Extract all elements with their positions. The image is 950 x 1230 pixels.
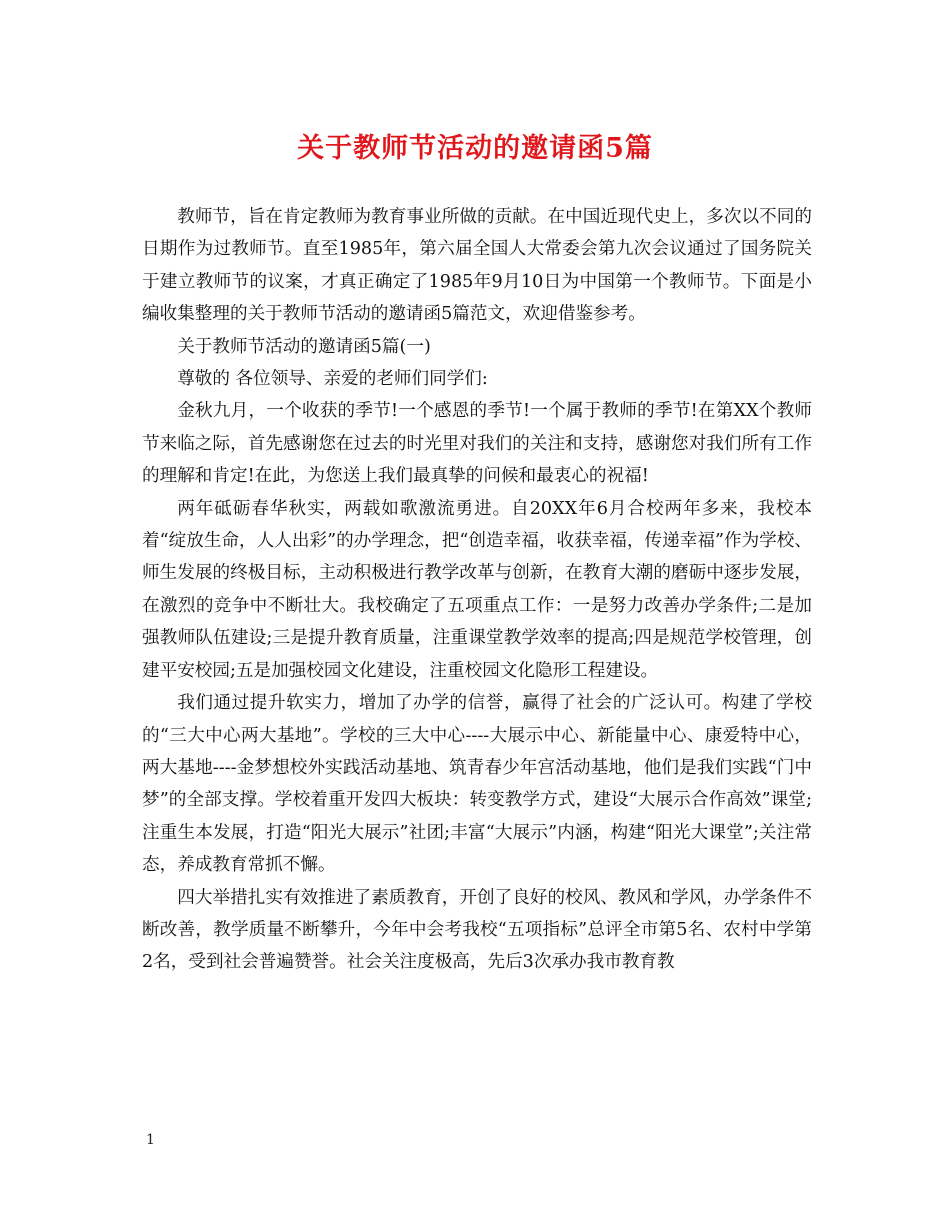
body-paragraph: 我们通过提升软实力，增加了办学的信誉，赢得了社会的广泛认可。构建了学校的“三大中心两大基地”。学校的三大中心----大展示中心、新能量中心、康爱特中心，两大基地----金梦想校外实践活动基地、筑青春少年宫活动基地，他们是我们实践“门中梦”的全部支撑。学校着重开发四大板块：转变教学方式，建设“大展示合作高效”课堂;注重生本发展，打造“阳光大展示”社团;丰富“大展示”内涵，构建“阳光大课堂”;关注常态，养成教育常抓不懈。	[142, 693, 812, 876]
document-title: 关于教师节活动的邀请函5篇	[297, 133, 653, 164]
salutation: 尊敬的 各位领导、亲爱的老师们同学们:	[177, 369, 488, 390]
body-paragraph: 金秋九月，一个收获的季节!一个感恩的季节!一个属于教师的季节!在第XX个教师节来临之际，首先感谢您在过去的时光里对我们的关注和支持，感谢您对我们所有工作的理解和肯定!在此，为您送上我们最真挚的问候和最衷心的祝福!	[142, 401, 812, 487]
section-heading: 关于教师节活动的邀请函5篇(一)	[177, 336, 431, 357]
document-body	[142, 201, 812, 979]
body-paragraph: 四大举措扎实有效推进了素质教育，开创了良好的校风、教风和学风，办学条件不断改善，教学质量不断攀升，今年中会考我校“五项指标”总评全市第5名、农村中学第2名，受到社会普遍赞誉。社会关注度极高，先后3次承办我市教育教	[142, 887, 812, 973]
intro-paragraph: 教师节，旨在肯定教师为教育事业所做的贡献。在中国近现代史上，多次以不同的日期作为过教师节。直至1985年，第六届全国人大常委会第九次会议通过了国务院关于建立教师节的议案，才真正确定了1985年9月10日为中国第一个教师节。下面是小编收集整理的关于教师节活动的邀请函5篇范文，欢迎借鉴参考。	[142, 207, 812, 325]
page-number: 1	[146, 1132, 155, 1148]
body-paragraph: 两年砥砺春华秋实，两载如歌激流勇进。自20XX年6月合校两年多来，我校本着“绽放生命，人人出彩”的办学理念，把“创造幸福，收获幸福，传递幸福”作为学校、师生发展的终极目标，主动积极进行教学改革与创新，在教育大潮的磨砺中逐步发展，在激烈的竞争中不断壮大。我校确定了五项重点工作：一是努力改善办学条件;二是加强教师队伍建设;三是提升教育质量，注重课堂教学效率的提高;四是规范学校管理，创建平安校园;五是加强校园文化建设，注重校园文化隐形工程建设。	[142, 498, 812, 681]
